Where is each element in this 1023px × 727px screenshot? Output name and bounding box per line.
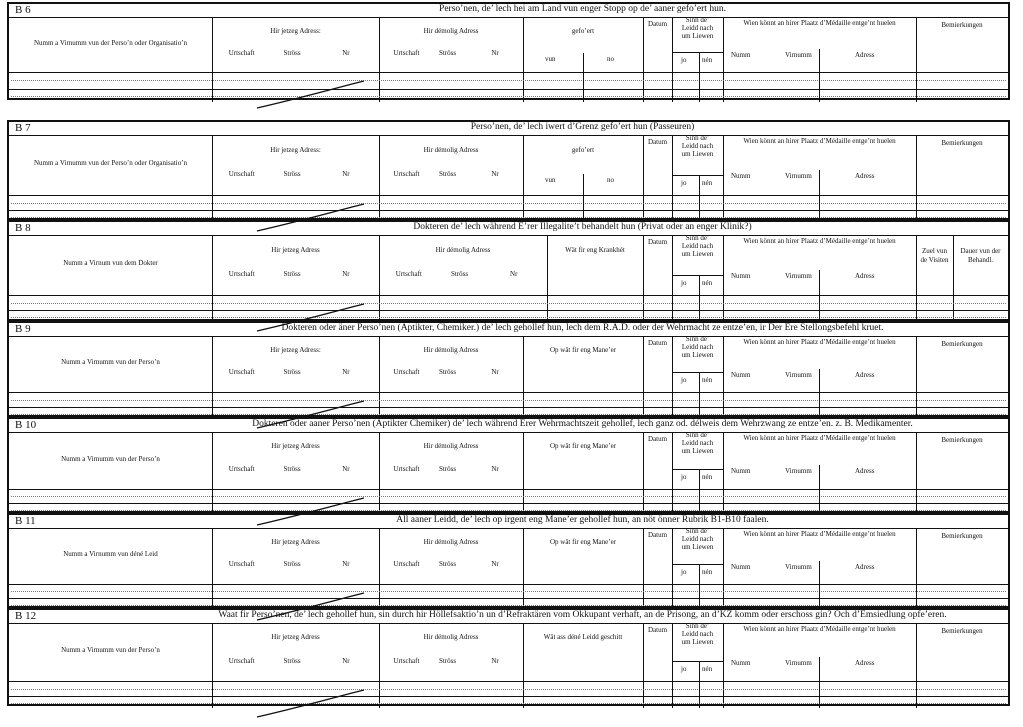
person-name-label: Numm a Virnumm vun der Perso’n (61, 646, 160, 654)
section-code: B 6 (15, 4, 31, 16)
section-b6 (7, 2, 1010, 100)
address-label: Adress (855, 659, 875, 667)
row-rule (9, 696, 1008, 697)
number-label: Nr (342, 170, 350, 178)
city-label: Urtschaft (228, 49, 255, 57)
remarks-label: Bemierkungen (941, 627, 983, 635)
person-name-label: Numm a Virnumm vun der Perso’n oder Organisatio’n (33, 38, 188, 47)
column-rule (672, 135, 673, 222)
city-label: Urtschaft (393, 657, 420, 665)
writing-line (11, 400, 1006, 401)
address-label: Adress (855, 172, 875, 180)
number-label: Nr (342, 368, 350, 376)
surname-label: Numm (731, 467, 751, 475)
person-name-label: Numm a Virnumm vun déné Leid (63, 550, 158, 558)
date-label: Datum (647, 339, 668, 347)
street-label: Ströss (439, 170, 457, 178)
writing-line (11, 80, 1006, 81)
section-header (9, 515, 1008, 529)
section-b9 (7, 321, 1010, 417)
firstname-label: Virnumm (785, 172, 812, 180)
section-code: B 11 (15, 515, 36, 527)
header-band-rule (9, 392, 1008, 393)
date-label: Datum (647, 20, 668, 28)
duration-label: Dauer vun der Behandl. (960, 247, 1001, 264)
number-label: Nr (342, 465, 350, 473)
medal-recipient-label: Wien könnt an hirer Plaatz d’Médaille entge’nt huelen (743, 19, 896, 27)
section-code: B 10 (15, 419, 37, 431)
column-rule (643, 135, 644, 222)
remarks-label: Bemierkungen (941, 340, 983, 348)
section-title: Dokteren oder aaner Perso’nen (Aptikter Chemiker) de’ lech während Erer Wehrmachtszeit gehollef, lech ganz od. délweis dem Wehrzwang ze entze’en. z. B. Medikamenter. (252, 419, 913, 429)
handwritten-strike-mark (252, 687, 392, 727)
former-address-label: Hir démolig Adress (423, 346, 479, 354)
from-label: vun (545, 55, 556, 63)
street-label: Ströss (439, 368, 457, 376)
street-label: Ströss (283, 368, 301, 376)
medal-recipient-label: Wien könnt an hirer Plaatz d’Médaille entge’nt huelen (743, 625, 896, 633)
yes-label: jo (681, 568, 687, 576)
header-band-rule (9, 195, 1008, 196)
firstname-label: Virnumm (785, 51, 812, 59)
section-header (9, 122, 1008, 136)
writing-line (11, 96, 1006, 97)
section-code: B 9 (15, 323, 31, 335)
city-label: Urtschaft (393, 560, 420, 568)
writing-line (11, 591, 1006, 592)
row-rule (9, 407, 1008, 408)
yes-label: jo (681, 376, 687, 384)
alive-label: Sinn de’ Leidd nach um Liewen (681, 335, 714, 359)
medal-recipient-label: Wien könnt an hirer Plaatz d’Médaille entge’nt huelen (743, 137, 896, 145)
yes-label: jo (681, 179, 687, 187)
section-title: Perso’nen, de’ lech hei am Land vun enger Stopp op de’ aaner gefo’ert hun. (439, 4, 726, 14)
column-3-label: Wät fir eng Krankhét (565, 246, 625, 254)
no-label: nén (702, 568, 713, 576)
no-label: nén (702, 179, 713, 187)
column-subdivider (699, 469, 700, 515)
header-band-rule (9, 681, 1008, 682)
medal-recipient-label: Wien könnt an hirer Plaatz d’Médaille entge’nt huelen (743, 338, 896, 346)
city-label: Urtschaft (228, 170, 255, 178)
no-label: nén (702, 279, 713, 287)
date-label: Datum (647, 238, 668, 246)
alive-subheader-rule (672, 469, 723, 470)
number-label: Nr (342, 49, 350, 57)
no-label: nén (702, 376, 713, 384)
section-code: B 12 (15, 610, 37, 622)
person-name-label: Numm a Virnumm vun der Perso’n (61, 454, 160, 463)
column-subdivider (699, 661, 700, 708)
section-b12 (7, 608, 1010, 706)
street-label: Ströss (439, 465, 457, 473)
city-label: Urtschaft (393, 170, 420, 178)
surname-label: Numm (731, 659, 751, 667)
street-label: Ströss (283, 560, 301, 568)
surname-label: Numm (731, 51, 751, 59)
to-label: no (607, 176, 614, 184)
number-label: Nr (491, 657, 499, 665)
writing-line (11, 303, 1006, 304)
current-address-label: Hir jetzeg Adress (271, 442, 320, 450)
number-label: Nr (491, 465, 499, 473)
alive-label: Sinn de’ Leidd nach um Liewen (681, 622, 714, 646)
street-label: Ströss (439, 49, 457, 57)
person-name-label: Numm a Virnumm vun der Perso’n (61, 358, 160, 366)
address-label: Adress (855, 272, 875, 280)
no-label: nén (702, 56, 713, 64)
firstname-label: Virnumm (785, 563, 812, 571)
alive-subheader-rule (672, 175, 723, 176)
street-label: Ströss (439, 657, 457, 665)
column-3-label: gefo’ert (571, 27, 595, 35)
column-subdivider (819, 49, 820, 102)
firstname-label: Virnumm (785, 467, 812, 475)
street-label: Ströss (283, 465, 301, 473)
date-label: Datum (647, 435, 668, 443)
person-name-label: Numm a Virnumm vun der Perso’n oder Organisatio’n (33, 159, 188, 167)
from-label: vun (545, 176, 556, 184)
city-label: Urtschaft (393, 368, 420, 376)
city-label: Urtschaft (393, 49, 420, 57)
alive-subheader-rule (672, 661, 723, 662)
alive-subheader-rule (672, 564, 723, 565)
remarks-label: Bemierkungen (941, 436, 983, 444)
former-address-label: Hir démolig Adress (423, 442, 479, 450)
section-header (9, 610, 1008, 624)
row-rule (9, 310, 1008, 311)
firstname-label: Virnumm (785, 272, 812, 280)
writing-line (11, 414, 1006, 415)
city-label: Urtschaft (393, 465, 420, 473)
date-label: Datum (647, 531, 668, 539)
header-band-rule (9, 72, 1008, 73)
former-address-label: Hir démolig Adress (435, 246, 491, 254)
former-address-label: Hir démolig Adress (423, 146, 479, 154)
writing-line (11, 703, 1006, 704)
writing-line (11, 217, 1006, 218)
column-rule (916, 135, 917, 222)
city-label: Urtschaft (228, 270, 255, 278)
section-title: Dokteren oder äner Perso’nen (Aptikter, Chemiker.) de’ lech gehollef hun, lech dem R.A.D. oder der Wehrmacht ze entze’en, ir Der Ere Stellongsbefehl kruet. (281, 323, 884, 333)
row-rule (9, 210, 1008, 211)
yes-label: jo (681, 473, 687, 481)
current-address-label: Hir jetzeg Adress (271, 246, 320, 254)
column-subdivider (819, 170, 820, 222)
number-label: Nr (491, 560, 499, 568)
writing-line (11, 605, 1006, 606)
city-label: Urtschaft (228, 560, 255, 568)
column-subdivider (699, 372, 700, 419)
section-header (9, 323, 1008, 337)
handwritten-strike-mark (252, 78, 392, 118)
street-label: Ströss (283, 270, 301, 278)
column-subdivider (819, 270, 820, 323)
medal-recipient-label: Wien könnt an hirer Plaatz d’Médaille entge’nt huelen (743, 530, 896, 538)
yes-label: jo (681, 279, 687, 287)
column-subdivider (819, 369, 820, 419)
writing-line (11, 317, 1006, 318)
number-label: Nr (342, 560, 350, 568)
to-label: no (607, 55, 614, 63)
column-3-label: Wät ass déné Leidd geschitt (543, 633, 623, 641)
section-title: Waat fir Perso’nen, de’ lech gehollef hun, sin durch hir Höllefsaktio’n un d’Refraktären vom Okkupant verhaft, an de Prisong, an d’KZ komm oder erschoss gin? Och d’Emsiedlung opfe’eren. (218, 610, 947, 620)
medal-recipient-label: Wien könnt an hirer Plaatz d’Médaille entge’nt huelen (743, 237, 896, 245)
remarks-label: Bemierkungen (941, 139, 983, 147)
address-label: Adress (855, 51, 875, 59)
section-title: Dokteren de’ lech während E’rer Illegalite’t behandelt hun (Privat oder an enger Klinik?) (413, 222, 752, 232)
column-subdivider (699, 275, 700, 323)
column-rule (523, 135, 524, 222)
surname-label: Numm (731, 272, 751, 280)
street-label: Ströss (283, 657, 301, 665)
current-address-label: Hir jetzeg Adress (271, 538, 320, 546)
city-label: Urtschaft (228, 465, 255, 473)
street-label: Ströss (283, 49, 301, 57)
section-b10 (7, 417, 1010, 513)
column-3-label: gefo’ert (571, 146, 595, 154)
current-address-label: Hir jetzeg Adress (271, 633, 320, 641)
remarks-label: Bemierkungen (941, 532, 983, 540)
section-title: All aaner Leidd, de’ lech op irgent eng Mane’er gehollef hun, an nöt önner Rubrik B1-B10 faalen. (396, 515, 769, 525)
alive-subheader-rule (672, 275, 723, 276)
current-address-label: Hir jetzeg Adress: (270, 346, 321, 354)
yes-label: jo (681, 56, 687, 64)
former-address-label: Hir démolig Adress (423, 633, 479, 641)
city-label: Urtschaft (395, 270, 422, 278)
section-header (9, 419, 1008, 433)
column-subdivider (699, 52, 700, 102)
number-label: Nr (342, 657, 350, 665)
city-label: Urtschaft (228, 657, 255, 665)
column-subdivider (699, 175, 700, 222)
date-label: Datum (647, 138, 668, 146)
address-label: Adress (855, 563, 875, 571)
row-rule (9, 89, 1008, 90)
header-band-rule (9, 584, 1008, 585)
alive-label: Sinn de’ Leidd nach um Liewen (681, 527, 714, 551)
number-label: Nr (491, 368, 499, 376)
person-name-label: Numm a Virnum vun dem Dokter (63, 259, 158, 267)
writing-line (11, 203, 1006, 204)
column-3-label: Op wät fir eng Mane’er (549, 442, 617, 450)
row-rule (9, 503, 1008, 504)
address-label: Adress (855, 467, 875, 475)
alive-label: Sinn de’ Leidd nach um Liewen (681, 431, 714, 455)
address-label: Adress (855, 371, 875, 379)
street-label: Ströss (439, 560, 457, 568)
column-subdivider (819, 561, 820, 610)
number-label: Nr (510, 270, 518, 278)
street-label: Ströss (283, 170, 301, 178)
no-label: nén (702, 473, 713, 481)
city-label: Urtschaft (228, 368, 255, 376)
column-3-label: Op wät fir eng Mane’er (549, 346, 617, 354)
writing-line (11, 510, 1006, 511)
alive-label: Sinn de’ Leidd nach um Liewen (681, 16, 714, 40)
column-subdivider (583, 53, 584, 102)
column-subdivider (819, 657, 820, 708)
section-b7 (7, 120, 1010, 220)
header-band-rule (9, 295, 1008, 296)
remarks-label: Bemierkungen (941, 21, 983, 29)
number-label: Nr (342, 270, 350, 278)
date-label: Datum (647, 626, 668, 634)
column-subdivider (583, 174, 584, 222)
section-b8 (7, 220, 1010, 321)
current-address-label: Hir jetzeg Adress: (270, 27, 321, 35)
alive-label: Sinn de’ Leidd nach um Liewen (681, 234, 714, 258)
surname-label: Numm (731, 172, 751, 180)
surname-label: Numm (731, 371, 751, 379)
column-subdivider (819, 465, 820, 515)
section-b11 (7, 513, 1010, 608)
former-address-label: Hir démolig Adress (423, 27, 479, 35)
writing-line (11, 496, 1006, 497)
firstname-label: Virnumm (785, 659, 812, 667)
surname-label: Numm (731, 563, 751, 571)
section-header (9, 4, 1008, 18)
column-subdivider (699, 564, 700, 610)
column-rule (723, 135, 724, 222)
medal-recipient-label: Wien könnt an hirer Plaatz d’Médaille entge’nt huelen (743, 434, 896, 442)
header-band-rule (9, 489, 1008, 490)
column-3-label: Op wät fir eng Mane’er (549, 538, 617, 546)
firstname-label: Virnumm (785, 371, 812, 379)
section-title: Perso’nen, de’ lech iwert d’Grenz gefo’ert hun (Passeuren) (470, 122, 695, 132)
alive-label: Sinn de’ Leidd nach um Liewen (681, 134, 714, 158)
street-label: Ströss (451, 270, 469, 278)
number-label: Nr (491, 49, 499, 57)
section-code: B 7 (15, 122, 31, 134)
writing-line (11, 689, 1006, 690)
alive-subheader-rule (672, 372, 723, 373)
row-rule (9, 598, 1008, 599)
alive-subheader-rule (672, 52, 723, 53)
visits-label: Zuel vun de Visiten (920, 247, 949, 264)
former-address-label: Hir démolig Adress (423, 538, 479, 546)
number-label: Nr (491, 170, 499, 178)
no-label: nén (702, 665, 713, 673)
yes-label: jo (681, 665, 687, 673)
section-header (9, 222, 1008, 236)
current-address-label: Hir jetzeg Adress: (270, 146, 321, 154)
section-code: B 8 (15, 222, 31, 234)
